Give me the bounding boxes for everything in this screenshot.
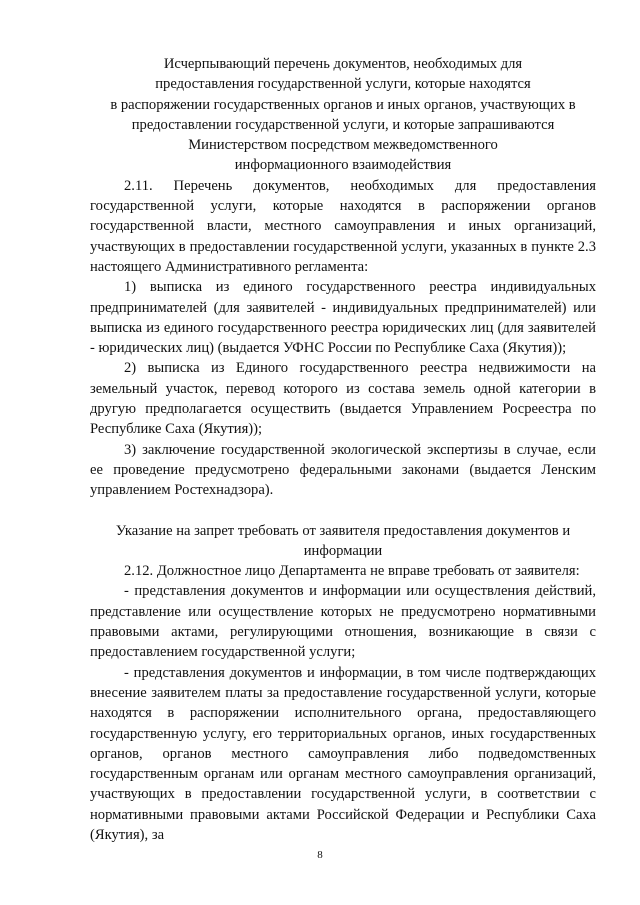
dash-item-1: - представления документов и информации или осуществления действий, представление или осуществление которых не предусмотрено нормативными правовыми актами, регулирующими отношения, возникающие в связи с предоставлением государственной услуги; [90,583,596,661]
heading-line: предоставления государственной услуги, которые находятся [155,76,531,93]
paragraph-2-11: 2.11. Перечень документов, необходимых для предоставления государственной услуги, которые находятся в распоряжении органов государственной власти, местного самоуправления и иных организаций, участвующих в предоставлении государственной услуги, указанных в пункте 2.3 настоящего Административного регламента: [90,177,596,275]
list-item-3: 3) заключение государственной экологической экспертизы в случае, если ее проведение предусмотрено федеральными законами (выдается Ленским управлением Ростехнадзора). [90,441,596,499]
section-heading-prohibition [90,521,596,562]
heading-line: в распоряжении государственных органов и иных органов, участвующих в [110,96,576,113]
paragraph-2-12: 2.12. Должностное лицо Департамента не вправе требовать от заявителя: [124,563,580,580]
heading-line: предоставлении государственной услуги, и которые запрашиваются [131,116,555,133]
section-heading-documents-list [90,54,596,176]
list-item-1: 1) выписка из единого государственного реестра индивидуальных предпринимателей (для заявителей - индивидуальных предпринимателей) или выписка из единого государственного реестра юридических лиц (для заявителей - юридических лиц) (выдается УФНС России по Республике Саха (Якутия)); [90,279,596,357]
heading-line: Исчерпывающий перечень документов, необходимых для [163,56,523,72]
heading-line: Указание на запрет требовать от заявителя предоставления документов и [115,522,571,539]
heading-line: информационного взаимодействия [234,157,452,174]
heading-line: информации [303,542,383,559]
page-content [90,54,596,845]
dash-item-2: - представления документов и информации, в том числе подтверждающих внесение заявителем платы за предоставление государственной услуги, которые находятся в распоряжении исполнительного органа, предоставляющего государственную услугу, его территориальных органов, иных государственных органов, органов местного самоуправления либо подведомственных государственным органам или органам местного самоуправления организаций, участвующих в предоставлении государственной услуги, в соответствии с нормативными правовыми актами Российской Федерации и Республики Саха (Якутия), за [90,664,596,843]
spacer [90,501,596,521]
heading-line: Министерством посредством межведомственного [188,137,498,154]
page-number: 8 [317,849,323,861]
list-item-2: 2) выписка из Единого государственного реестра недвижимости на земельный участок, перевод которого из состава земель одной категории в другую предполагается осуществить (выдается Управлением Росреестра по Республике Саха (Якутия)); [90,360,596,438]
